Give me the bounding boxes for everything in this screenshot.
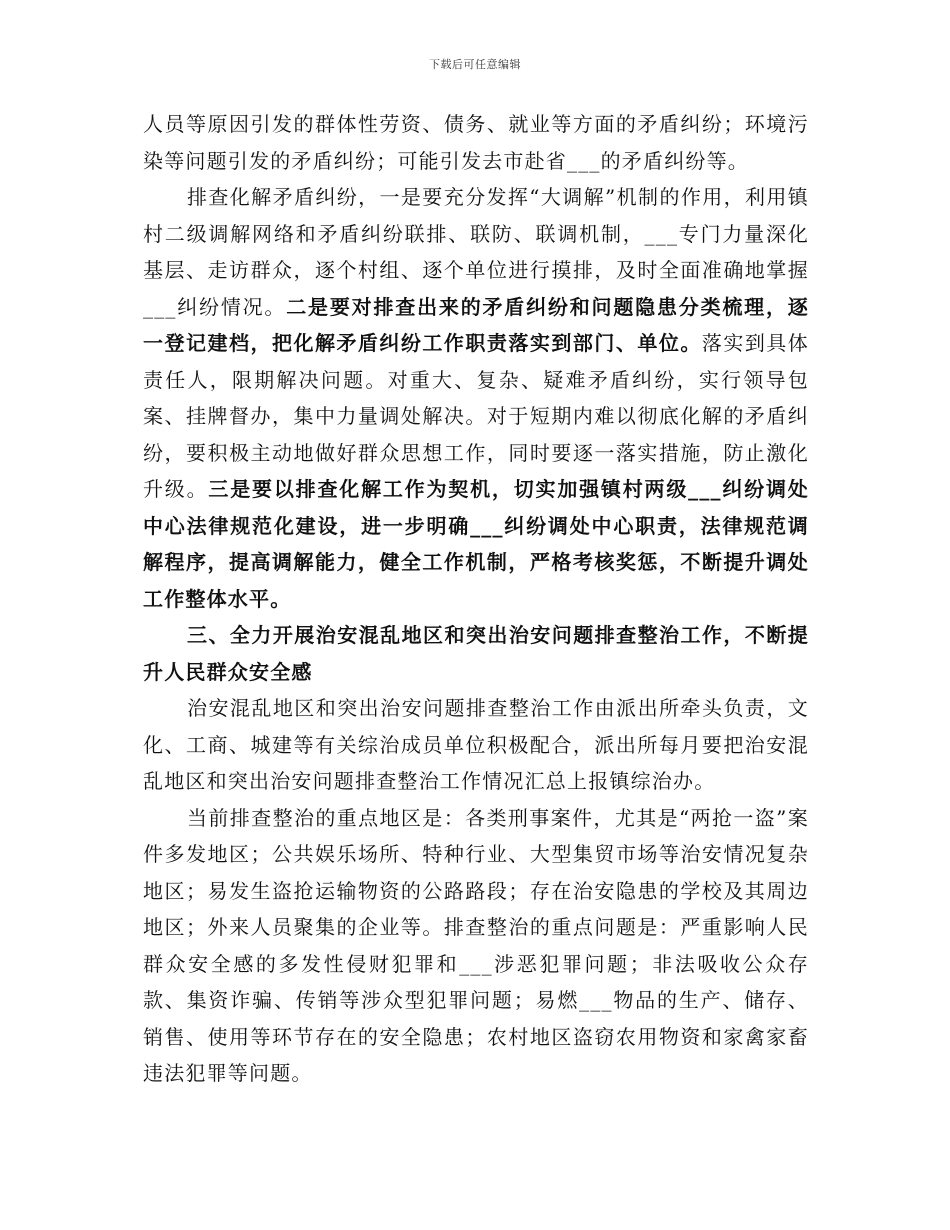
section-heading-3 [143,617,809,690]
paragraph-2-segment-4-bold: 三是要以排查化解工作为契机，切实加强镇村两级___纠纷调处中心法律规范化建设，进一步明确___纠纷调处中心职责，法律规范调解程序，提高调解能力，健全工作机制，严格考核奖惩，不断提升调处工作整体水平。 [143,477,809,611]
paragraph-2-segment-2-bold: 二是要对排查出来的矛盾纠纷和问题隐患分类梳理，逐一登记建档，把化解矛盾纠纷工作职责落实到部门、单位。 [143,294,809,355]
section-heading-3-text: 三、全力开展治安混乱地区和突出治安问题排查整治工作，不断提升人民群众安全感 [143,623,809,684]
paragraph-4 [143,690,809,800]
paragraph-1-text: 人员等原因引发的群体性劳资、债务、就业等方面的矛盾纠纷；环境污染等问题引发的矛盾纠纷；可能引发去市赴省___的矛盾纠纷等。 [143,112,809,173]
paragraph-2-segment-1: 排查化解矛盾纠纷，一是要充分发挥“大调解”机制的作用，利用镇村二级调解网络和矛盾纠纷联排、联防、联调机制，___专门力量深化基层、走访群众，逐个村组、逐个单位进行摸排，及时全面准确地掌握___纠纷情况。 [143,185,809,319]
paragraph-5-text: 当前排查整治的重点地区是：各类刑事案件，尤其是“两抢一盗”案件多发地区；公共娱乐场所、特种行业、大型集贸市场等治安情况复杂地区；易发生盗抢运输物资的公路路段；存在治安隐患的学校及其周边地区；外来人员聚集的企业等。排查整治的重点问题是：严重影响人民群众安全感的多发性侵财犯罪和___涉恶犯罪问题；非法吸收公众存款、集资诈骗、传销等涉众型犯罪问题；易燃___物品的生产、储存、销售、使用等环节存在的安全隐患；农村地区盗窃农用物资和家禽家畜违法犯罪等问题。 [143,805,809,1085]
paragraph-1 [143,106,809,179]
page-header: 下载后可任意编辑 [429,58,521,71]
paragraph-4-text: 治安混乱地区和突出治安问题排查整治工作由派出所牵头负责，文化、工商、城建等有关综治成员单位积极配合，派出所每月要把治安混乱地区和突出治安问题排查整治工作情况汇总上报镇综治办。 [143,696,809,793]
paragraph-2-segment-3: 落实到具体责任人，限期解决问题。对重大、复杂、疑难矛盾纠纷，实行领导包案、挂牌督办，集中力量调处解决。对于短期内难以彻底化解的矛盾纠纷，要积极主动地做好群众思想工作，同时要逐一落实措施，防止激化升级。 [143,331,810,501]
document-body [143,106,809,1092]
paragraph-5 [143,800,809,1092]
paragraph-2 [143,179,809,617]
